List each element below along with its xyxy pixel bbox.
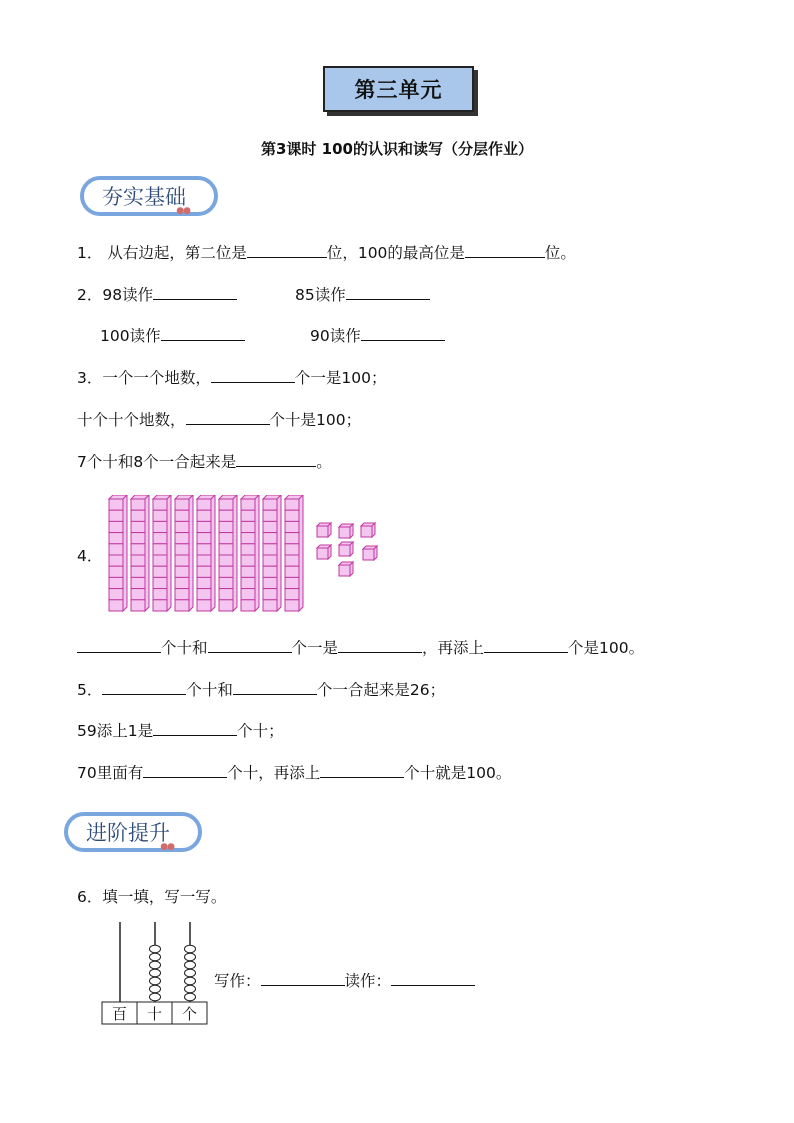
- answer-blank[interactable]: [102, 680, 186, 695]
- rod-cube: [263, 499, 277, 510]
- rod-cube: [109, 510, 123, 521]
- rod-cube: [131, 544, 145, 555]
- rod-cube: [219, 589, 233, 600]
- rod-cube: [131, 555, 145, 566]
- unit-cube: [339, 524, 353, 538]
- rod-side: [123, 495, 127, 611]
- rod-cube: [285, 555, 299, 566]
- rod-cube: [153, 555, 167, 566]
- rod-cube: [131, 600, 145, 611]
- answer-blank[interactable]: [143, 763, 227, 778]
- rod-cube: [153, 533, 167, 544]
- rod-side: [145, 495, 149, 611]
- rod-cube: [175, 589, 189, 600]
- rod-cube: [197, 510, 211, 521]
- question-4-number: 4．: [77, 547, 103, 565]
- ten-rod: [197, 495, 215, 611]
- rod-cube: [109, 589, 123, 600]
- rod-cube: [263, 555, 277, 566]
- rod-cube: [285, 499, 299, 510]
- rod-cube: [241, 555, 255, 566]
- rod-cube: [109, 499, 123, 510]
- rod-cube: [109, 600, 123, 611]
- rod-cube: [263, 533, 277, 544]
- rod-cube: [263, 544, 277, 555]
- ten-rod: [109, 495, 127, 611]
- ten-rod: [153, 495, 171, 611]
- rod-cube: [153, 499, 167, 510]
- rod-side: [167, 495, 171, 611]
- answer-blank[interactable]: [186, 410, 270, 425]
- rod-cube: [175, 600, 189, 611]
- rod-cube: [175, 533, 189, 544]
- rod-cube: [241, 510, 255, 521]
- cube-front: [363, 549, 374, 560]
- question-5-line-3: 70里面有 个十，再添上 个十就是100。: [77, 764, 512, 782]
- rod-cube: [109, 521, 123, 532]
- rod-cube: [263, 521, 277, 532]
- rod-cube: [219, 521, 233, 532]
- rod-cube: [241, 566, 255, 577]
- rod-cube: [285, 600, 299, 611]
- question-2-item-3: 100读作: [100, 326, 245, 346]
- answer-blank[interactable]: [208, 638, 292, 653]
- answer-blank[interactable]: [77, 638, 161, 653]
- rod-cube: [131, 533, 145, 544]
- unit-title: 第三单元: [323, 66, 474, 112]
- rod-cube: [197, 521, 211, 532]
- rod-cube: [175, 510, 189, 521]
- abacus-label: 个: [181, 1005, 198, 1023]
- decor-dots-icon: ●●: [160, 842, 174, 852]
- rod-cube: [153, 510, 167, 521]
- rod-cube: [197, 577, 211, 588]
- question-3-line-1: 3．一个一个地数， 个一是100；: [77, 369, 387, 387]
- abacus-bead: [150, 969, 161, 977]
- abacus-bead: [150, 985, 161, 993]
- rod-cube: [263, 577, 277, 588]
- cube-front: [339, 565, 350, 576]
- abacus-bead: [185, 961, 196, 969]
- rod-cube: [285, 577, 299, 588]
- rod-side: [255, 495, 259, 611]
- rod-cube: [263, 566, 277, 577]
- answer-blank[interactable]: [233, 680, 317, 695]
- question-4-answer-line: 个十和 个一是 ，再添上 个是100。: [77, 638, 644, 658]
- rod-cube: [219, 544, 233, 555]
- abacus-bead: [185, 993, 196, 1001]
- rod-cube: [263, 510, 277, 521]
- question-6-answer-line: 写作： 读作：: [214, 971, 475, 991]
- rod-cube: [241, 577, 255, 588]
- rod-cube: [197, 555, 211, 566]
- rod-cube: [197, 499, 211, 510]
- abacus-label: 十: [146, 1005, 163, 1023]
- answer-blank[interactable]: [361, 326, 445, 341]
- unit-cube: [317, 545, 331, 559]
- rod-cube: [241, 533, 255, 544]
- answer-blank[interactable]: [346, 285, 430, 300]
- cube-front: [317, 548, 328, 559]
- ten-rod: [175, 495, 193, 611]
- cube-front: [361, 526, 372, 537]
- rod-cube: [197, 600, 211, 611]
- rod-cube: [153, 566, 167, 577]
- rod-cube: [109, 566, 123, 577]
- unit-cube: [361, 523, 375, 537]
- rod-cube: [153, 521, 167, 532]
- abacus-label: 百: [111, 1005, 128, 1023]
- rod-cube: [131, 566, 145, 577]
- answer-blank[interactable]: [247, 243, 327, 258]
- base-ten-blocks-figure: [105, 495, 395, 615]
- abacus-bead: [185, 985, 196, 993]
- ten-rod: [285, 495, 303, 611]
- cube-front: [339, 545, 350, 556]
- answer-blank[interactable]: [320, 763, 404, 778]
- rod-cube: [131, 521, 145, 532]
- answer-blank[interactable]: [236, 452, 316, 467]
- abacus-bead: [185, 969, 196, 977]
- rod-side: [233, 495, 237, 611]
- rod-cube: [109, 577, 123, 588]
- abacus-bead: [150, 953, 161, 961]
- read-answer-blank[interactable]: [391, 971, 475, 986]
- rod-cube: [109, 533, 123, 544]
- unit-cube: [339, 542, 353, 556]
- unit-cube: [363, 546, 377, 560]
- question-2-item-2: 85读作: [295, 285, 430, 305]
- question-1: 1． 从右边起，第二位是 位，100的最高位是 位。: [77, 244, 576, 262]
- question-3-line-2: 十个十个地数， 个十是100；: [77, 411, 362, 429]
- rod-cube: [153, 600, 167, 611]
- abacus-bead: [150, 977, 161, 985]
- section-badge-advanced: [64, 812, 202, 852]
- unit-cube: [339, 562, 353, 576]
- question-5-line-2: 59添上1是 个十；: [77, 722, 284, 740]
- answer-blank[interactable]: [153, 285, 237, 300]
- ten-rod: [241, 495, 259, 611]
- cube-front: [317, 526, 328, 537]
- rod-cube: [175, 544, 189, 555]
- question-2-item-4: 90读作: [310, 326, 445, 346]
- abacus-bead: [185, 953, 196, 961]
- rod-cube: [109, 544, 123, 555]
- rod-cube: [131, 510, 145, 521]
- rod-side: [189, 495, 193, 611]
- rod-cube: [175, 555, 189, 566]
- answer-blank[interactable]: [484, 638, 568, 653]
- rod-cube: [241, 521, 255, 532]
- rod-cube: [153, 577, 167, 588]
- rod-cube: [109, 555, 123, 566]
- rod-cube: [219, 555, 233, 566]
- abacus-bead: [185, 945, 196, 953]
- section-title-basic: 夯实基础: [102, 185, 186, 209]
- rod-cube: [131, 499, 145, 510]
- decor-dots-icon: ●●: [176, 206, 190, 216]
- rod-cube: [241, 544, 255, 555]
- rod-cube: [131, 589, 145, 600]
- section-badge-basic: [80, 176, 218, 216]
- rod-side: [211, 495, 215, 611]
- ten-rod: [131, 495, 149, 611]
- rod-cube: [175, 577, 189, 588]
- rod-cube: [219, 510, 233, 521]
- rod-cube: [285, 521, 299, 532]
- lesson-title: 第3课时 100的认识和读写（分层作业）: [261, 140, 533, 158]
- rod-cube: [241, 499, 255, 510]
- rod-cube: [263, 589, 277, 600]
- question-6: 6．填一填，写一写。: [77, 888, 227, 906]
- question-5-line-1: 5． 个十和 个一合起来是26；: [77, 681, 446, 699]
- rod-cube: [219, 600, 233, 611]
- answer-blank[interactable]: [161, 326, 245, 341]
- rod-cube: [197, 589, 211, 600]
- rod-cube: [197, 566, 211, 577]
- rod-cube: [153, 589, 167, 600]
- rod-cube: [285, 533, 299, 544]
- rod-side: [277, 495, 281, 611]
- rod-side: [299, 495, 303, 611]
- rod-cube: [197, 533, 211, 544]
- rod-cube: [263, 600, 277, 611]
- rod-cube: [219, 577, 233, 588]
- answer-blank[interactable]: [465, 243, 545, 258]
- unit-cube: [317, 523, 331, 537]
- abacus-bead: [150, 993, 161, 1001]
- answer-blank[interactable]: [211, 368, 295, 383]
- rod-cube: [241, 600, 255, 611]
- rod-cube: [285, 566, 299, 577]
- question-3-line-3: 7个十和8个一合起来是 。: [77, 453, 332, 471]
- rod-cube: [219, 566, 233, 577]
- ten-rod: [263, 495, 281, 611]
- question-2-row-1: 2．98读作: [77, 285, 237, 305]
- rod-cube: [175, 566, 189, 577]
- rod-cube: [175, 499, 189, 510]
- rod-cube: [175, 521, 189, 532]
- abacus-bead: [150, 961, 161, 969]
- rod-cube: [285, 589, 299, 600]
- answer-blank[interactable]: [338, 638, 422, 653]
- ten-rod: [219, 495, 237, 611]
- rod-cube: [153, 544, 167, 555]
- rod-cube: [131, 577, 145, 588]
- rod-cube: [241, 589, 255, 600]
- rod-cube: [285, 510, 299, 521]
- write-answer-blank[interactable]: [261, 971, 345, 986]
- rod-cube: [219, 499, 233, 510]
- rod-cube: [219, 533, 233, 544]
- abacus-bead: [185, 977, 196, 985]
- section-title-advanced: 进阶提升: [86, 821, 170, 845]
- rod-cube: [285, 544, 299, 555]
- abacus-figure: [100, 922, 210, 1026]
- answer-blank[interactable]: [153, 721, 237, 736]
- abacus-bead: [150, 945, 161, 953]
- cube-front: [339, 527, 350, 538]
- rod-cube: [197, 544, 211, 555]
